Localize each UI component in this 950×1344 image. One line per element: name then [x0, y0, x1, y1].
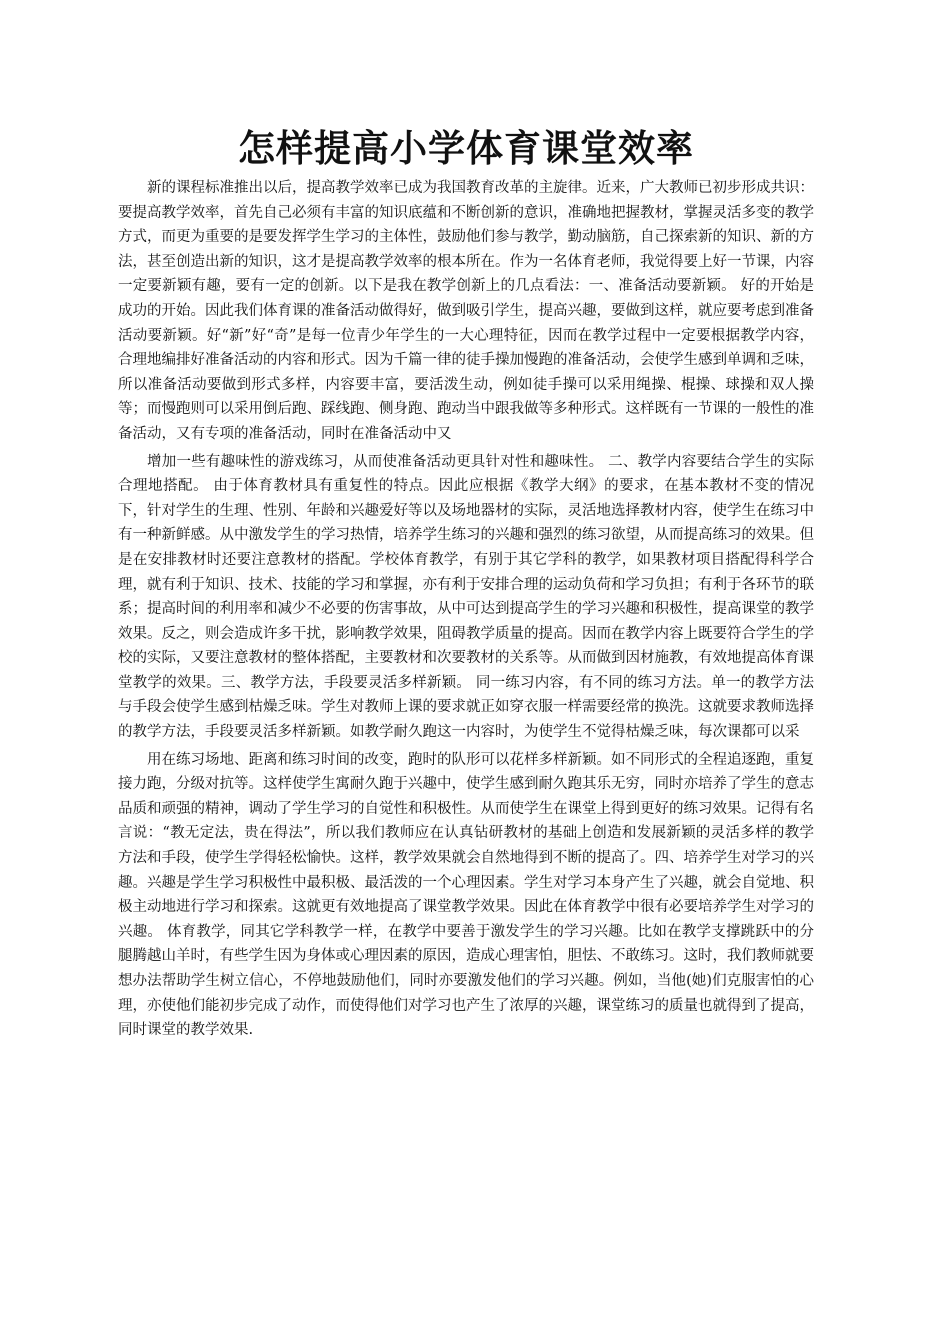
- paragraph-1: 新的课程标准推出以后，提高教学效率已成为我国教育改革的主旋律。近来，广大教师已初步形成共识：要提高教学效率，首先自己必须有丰富的知识底蕴和不断创新的意识，准确地把握教材，掌握灵活多变的教学方式，而更为重要的是要发挥学生学习的主体性，鼓励他们参与教学，勤动脑筋，自己探索新的知识、新的方法，甚至创造出新的知识，这才是提高教学效率的根本所在。作为一名体育老师，我觉得要上好一节课，内容一定要新颖有趣，要有一定的创新。以下是我在教学创新上的几点看法：一、准备活动要新颖。 好的开始是成功的开始。因此我们体育课的准备活动做得好，做到吸引学生，提高兴趣，要做到这样，就应要考虑到准备活动要新颖。好“新”好“奇”是每一位青少年学生的一大心理特征，因而在教学过程中一定要根据教学内容，合理地编排好准备活动的内容和形式。因为千篇一律的徒手操加慢跑的准备活动，会使学生感到单调和乏味，所以准备活动要做到形式多样，内容要丰富，要活泼生动，例如徒手操可以采用绳操、棍操、球操和双人操等；而慢跑则可以采用倒后跑、踩线跑、侧身跑、跑动当中跟我做等多种形式。这样既有一节课的一般性的准备活动，又有专项的准备活动，同时在准备活动中又: [118, 180, 814, 442]
- document-page: [118, 122, 814, 1046]
- document-title: 怎样提高小学体育课堂效率: [238, 126, 694, 170]
- paragraph-3: 用在练习场地、距离和练习时间的改变，跑时的队形可以花样多样新颖。如不同形式的全程追逐跑，重复接力跑，分级对抗等。这样使学生寓耐久跑于兴趣中，使学生感到耐久跑其乐无穷，同时亦培养了学生的意志品质和顽强的精神，调动了学生学习的自觉性和积极性。从而使学生在课堂上得到更好的练习效果。记得有名言说：“教无定法，贵在得法”，所以我们教师应在认真钻研教材的基础上创造和发展新颖的灵活多样的教学方法和手段，使学生学得轻松愉快。这样，教学效果就会自然地得到不断的提高了。四、培养学生对学习的兴趣。兴趣是学生学习积极性中最积极、最活泼的一个心理因素。学生对学习本身产生了兴趣，就会自觉地、积极主动地进行学习和探索。这就更有效地提高了课堂教学效果。因此在体育教学中很有必要培养学生对学习的兴趣。 体育教学，同其它学科教学一样，在教学中要善于激发学生的学习兴趣。比如在教学支撑跳跃中的分腿腾越山羊时，有些学生因为身体或心理因素的原因，造成心理害怕，胆怯、不敢练习。这时，我们教师就要想办法帮助学生树立信心，不停地鼓励他们，同时亦要激发他们的学习兴趣。例如，当他(她)们克服害怕的心理，亦使他们能初步完成了动作，而使得他们对学习也产生了浓厚的兴趣，课堂练习的质量也就得到了提高，同时课堂的教学效果.: [118, 751, 814, 1039]
- paragraph-2: 增加一些有趣味性的游戏练习，从而使准备活动更具针对性和趣味性。 二、教学内容要结合学生的实际合理地搭配。 由于体育教材具有重复性的特点。因此应根据《教学大纲》的要求，在基本教材不变的情况下，针对学生的生理、性别、年龄和兴趣爱好等以及场地器材的实际，灵活地选择教材内容，使学生在练习中有一种新鲜感。从中激发学生的学习热情，培养学生练习的兴趣和强烈的练习欲望，从而提高练习的效果。但是在安排教材时还要注意教材的搭配。学校体育教学，有别于其它学科的教学，如果教材项目搭配得科学合理，就有利于知识、技术、技能的学习和掌握，亦有利于安排合理的运动负荷和学习负担；有利于各环节的联系；提高时间的利用率和减少不必要的伤害事故，从中可达到提高学生的学习兴趣和积极性，提高课堂的教学效果。反之，则会造成许多干扰，影响教学效果，阻碍教学质量的提高。因而在教学内容上既要符合学生的学校的实际，又要注意教材的整体搭配，主要教材和次要教材的关系等。从而做到因材施教，有效地提高体育课堂教学的效果。三、教学方法，手段要灵活多样新颖。 同一练习内容，有不同的练习方法。单一的教学方法与手段会使学生感到枯燥乏味。学生对教师上课的要求就正如穿衣服一样需要经常的换洗。这就要求教师选择的教学方法，手段要灵活多样新颖。如教学耐久跑这一内容时，为使学生不觉得枯燥乏味，每次课都可以采: [118, 453, 814, 741]
